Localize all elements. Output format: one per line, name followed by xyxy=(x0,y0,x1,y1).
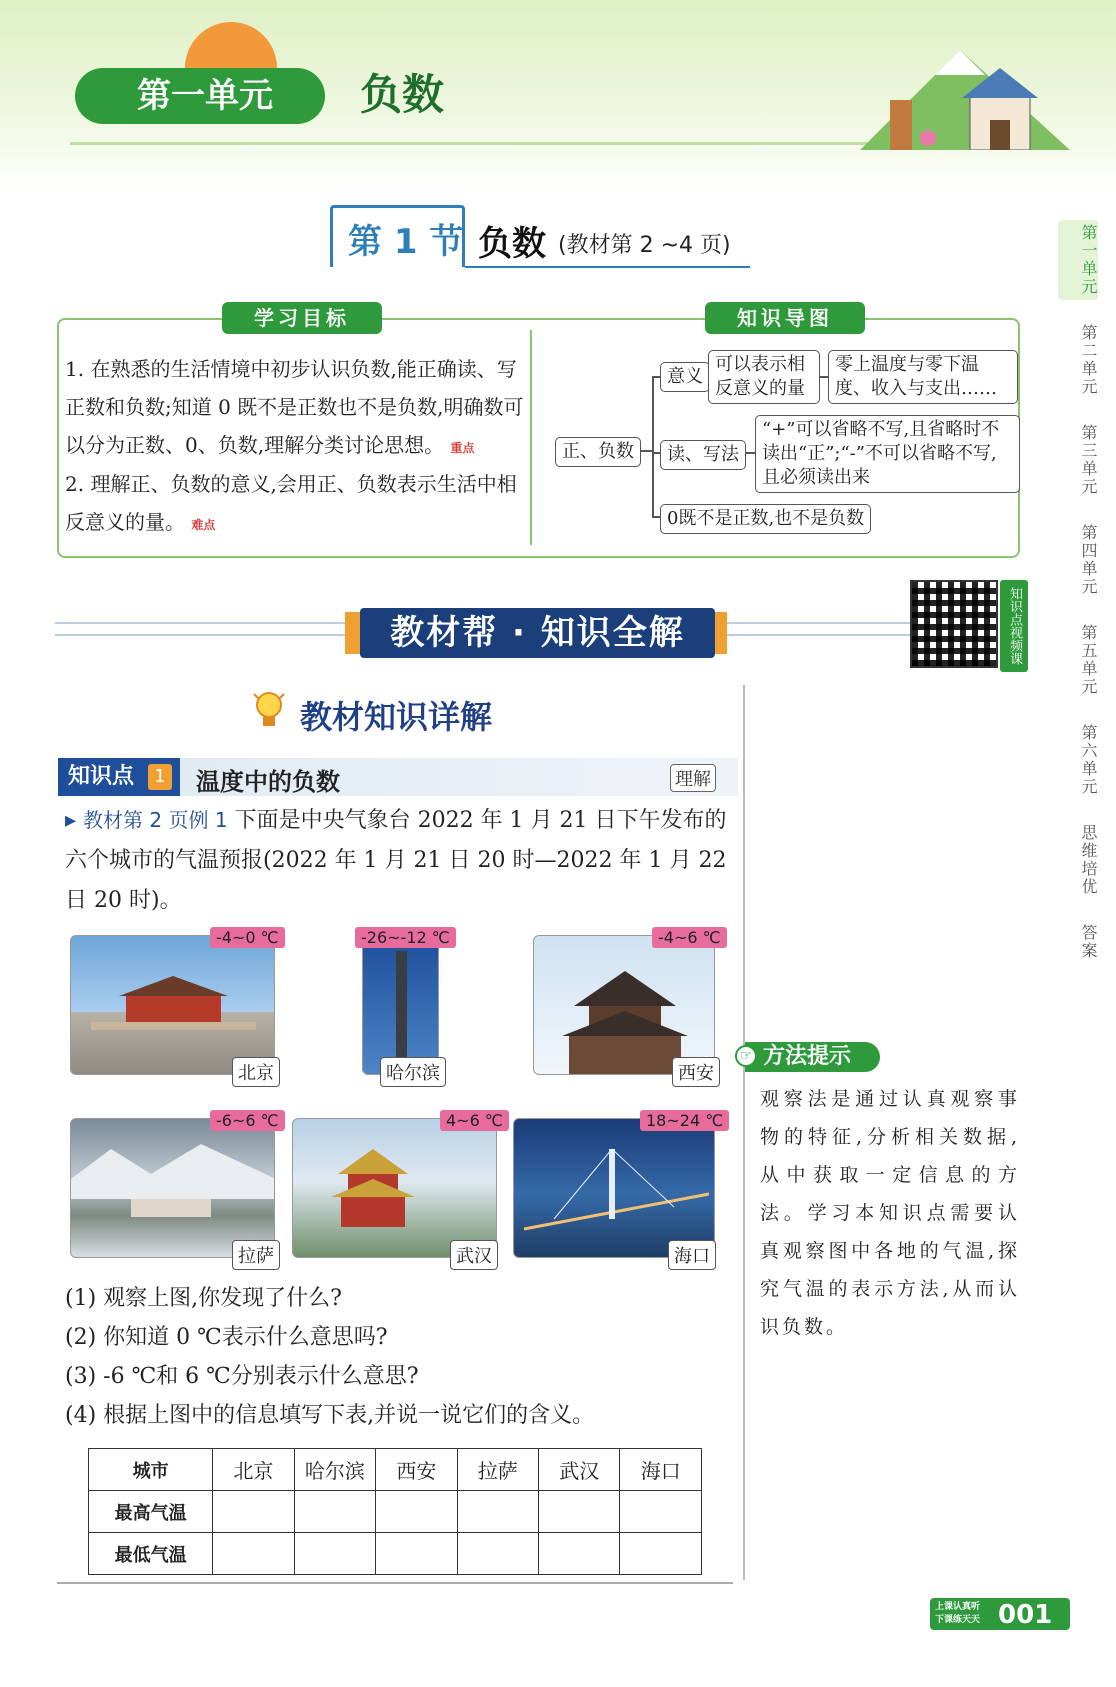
temp-badge: 18~24 ℃ xyxy=(640,1110,729,1131)
table-cell[interactable] xyxy=(457,1533,538,1575)
table-row xyxy=(89,1491,702,1533)
section-title: 负数 xyxy=(478,224,546,264)
temperature-table xyxy=(88,1448,702,1575)
motto-line: 下课练天天 xyxy=(935,1615,981,1625)
triangle-icon: ▸ xyxy=(65,808,77,833)
bottom-rule xyxy=(57,1582,733,1584)
panel-divider xyxy=(530,330,532,545)
village-illustration xyxy=(840,40,1070,150)
city-label: 西安 xyxy=(672,1057,720,1087)
section-number: 第 1 节 xyxy=(348,222,464,262)
example-ref: 教材第 2 页例 1 xyxy=(83,808,228,832)
map-branch-zero: 0既不是正数,也不是负数 xyxy=(660,504,871,534)
map-meaning-detail: 可以表示相反意义的量 xyxy=(708,350,820,404)
goals-tab: 学习目标 xyxy=(222,302,382,334)
photo-beijing xyxy=(70,935,275,1075)
table-header-cell: 武汉 xyxy=(539,1449,620,1491)
knowledge-point-number: 1 xyxy=(148,764,172,790)
map-line xyxy=(820,376,828,378)
nav-unit-2[interactable]: 第二单元 xyxy=(1079,324,1098,396)
table-cell[interactable] xyxy=(294,1491,375,1533)
city-label: 海口 xyxy=(668,1240,716,1270)
question-3: (3) -6 ℃和 6 ℃分别表示什么意思? xyxy=(65,1364,419,1389)
tip-tag: 方法提示 xyxy=(745,1042,880,1072)
divider-title: 教材帮 · 知识全解 xyxy=(360,608,715,658)
temp-badge: -6~6 ℃ xyxy=(210,1110,285,1131)
tip-text: 观察法是通过认真观察事物的特征,分析相关数据,从中获取一定信息的方法。学习本知识点需要认真观察图中各地的气温,探究气温的表示方法,从而认识负数。 xyxy=(760,1088,1020,1338)
motto-line: 上课认真听 xyxy=(935,1602,981,1612)
question-1: (1) 观察上图,你发现了什么? xyxy=(65,1286,342,1311)
map-line xyxy=(745,452,755,454)
goal-text: 1. 在熟悉的生活情境中初步认识负数,能正确读、写正数和负数;知道 0 既不是正数也不是负数,明确数可以分为正数、0、负数,理解分类讨论思想。 xyxy=(65,357,524,457)
city-label: 哈尔滨 xyxy=(380,1057,446,1087)
lightbulb-icon xyxy=(252,690,286,730)
table-header-cell: 哈尔滨 xyxy=(294,1449,375,1491)
example-text xyxy=(65,800,735,921)
row-label: 最高气温 xyxy=(89,1491,213,1533)
question-4: (4) 根据上图中的信息填写下表,并说一说它们的含义。 xyxy=(65,1403,595,1428)
table-header-row xyxy=(89,1449,702,1491)
detail-title: 教材知识详解 xyxy=(300,698,493,736)
key-point-tag: 重点 xyxy=(450,441,475,455)
temp-badge: -4~0 ℃ xyxy=(210,927,285,948)
unit-label: 第一单元 xyxy=(75,68,325,124)
divider-accent xyxy=(715,612,727,654)
map-tab: 知识导图 xyxy=(705,302,865,334)
column-divider xyxy=(743,685,745,1580)
qr-label: 知识点视频课 xyxy=(1000,580,1028,672)
nav-unit-6[interactable]: 第六单元 xyxy=(1079,724,1098,796)
nav-thinking[interactable]: 思维培优 xyxy=(1079,824,1098,896)
map-branch-meaning: 意义 xyxy=(660,362,710,392)
table-cell[interactable] xyxy=(539,1491,620,1533)
city-label: 武汉 xyxy=(450,1240,498,1270)
knowledge-point-title: 温度中的负数 xyxy=(196,768,340,796)
unit-title: 负数 xyxy=(360,70,445,119)
map-readwrite-detail: “+”可以省略不写,且省略时不读出“正”;“-”不可以省略不写,且必须读出来 xyxy=(755,415,1020,493)
city-label: 北京 xyxy=(232,1057,280,1087)
map-line xyxy=(652,376,654,516)
table-header-cell: 拉萨 xyxy=(457,1449,538,1491)
photo-lhasa xyxy=(70,1118,275,1258)
table-cell[interactable] xyxy=(620,1533,702,1575)
goal-text: 2. 理解正、负数的意义,会用正、负数表示生活中相反意义的量。 xyxy=(65,472,517,534)
level-badge: 理解 xyxy=(670,764,716,792)
temp-badge: 4~6 ℃ xyxy=(440,1110,509,1131)
map-branch-readwrite: 读、写法 xyxy=(660,440,746,470)
city-label: 拉萨 xyxy=(232,1240,280,1270)
goal-item xyxy=(65,465,525,544)
nav-unit-5[interactable]: 第五单元 xyxy=(1079,624,1098,696)
section-subtitle: (教材第 2 ~4 页) xyxy=(558,233,731,258)
table-header-cell: 海口 xyxy=(620,1449,702,1491)
qr-code[interactable] xyxy=(910,580,998,668)
map-root: 正、负数 xyxy=(555,437,641,467)
table-header-cell: 西安 xyxy=(376,1449,457,1491)
example-body: 下面是中央气象台 2022 年 1 月 21 日下午发布的六个城市的气温预报(2022 年 1 月 21 日 20 时—2022 年 1 月 22 日 20 时)。 xyxy=(65,808,727,913)
question-2: (2) 你知道 0 ℃表示什么意思吗? xyxy=(65,1325,388,1350)
side-nav xyxy=(1052,220,1104,984)
table-cell[interactable] xyxy=(376,1533,457,1575)
table-cell[interactable] xyxy=(457,1491,538,1533)
section-underline xyxy=(465,266,750,268)
temp-badge: -4~6 ℃ xyxy=(652,927,727,948)
table-header-cell: 城市 xyxy=(89,1449,213,1491)
goal-item xyxy=(65,350,525,467)
nav-answers[interactable]: 答案 xyxy=(1079,924,1098,960)
divider-accent xyxy=(345,612,361,654)
table-cell[interactable] xyxy=(294,1533,375,1575)
temp-badge: -26~-12 ℃ xyxy=(355,927,456,948)
photo-xian xyxy=(533,935,715,1075)
nav-unit-4[interactable]: 第四单元 xyxy=(1079,524,1098,596)
nav-unit-3[interactable]: 第三单元 xyxy=(1079,424,1098,496)
table-cell[interactable] xyxy=(213,1491,294,1533)
row-label: 最低气温 xyxy=(89,1533,213,1575)
photo-wuhan xyxy=(292,1118,497,1258)
table-cell[interactable] xyxy=(620,1491,702,1533)
table-cell[interactable] xyxy=(539,1533,620,1575)
hand-icon: ☞ xyxy=(735,1045,757,1067)
table-header-cell: 北京 xyxy=(213,1449,294,1491)
map-meaning-example: 零上温度与零下温度、收入与支出…… xyxy=(828,350,1018,404)
photo-haikou xyxy=(513,1118,715,1258)
page-number: 001 xyxy=(998,1600,1053,1630)
table-cell[interactable] xyxy=(376,1491,457,1533)
knowledge-point-tag: 知识点 xyxy=(58,758,180,796)
table-cell[interactable] xyxy=(213,1533,294,1575)
page-motto xyxy=(935,1601,997,1627)
table-row xyxy=(89,1533,702,1575)
photo-harbin xyxy=(362,935,439,1075)
nav-unit-1[interactable]: 第一单元 xyxy=(1058,220,1098,300)
difficulty-tag: 难点 xyxy=(191,518,216,532)
